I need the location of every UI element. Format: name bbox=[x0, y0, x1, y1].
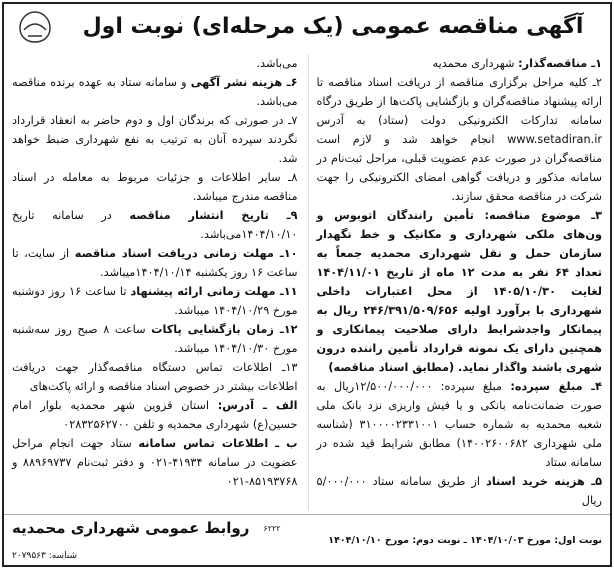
item-1 bbox=[317, 54, 603, 73]
item-text: ۷ـ در صورتی که برندگان اول و دوم حاضر به انعقاد قرارداد نگردند سپرده آنان به ترتیب به نفع شهرداری ضبط خواهد شد. bbox=[12, 114, 298, 165]
item-text: و سامانه ستاد به عهده برنده مناقصه می‌باشد. bbox=[12, 76, 298, 108]
item-lead: ۹ـ تاریخ انتشار مناقصه bbox=[129, 209, 298, 222]
item-lead: ۱۲ـ زمان بازگشایی پاکات bbox=[151, 323, 298, 336]
item-text: در سامانه تاریخ ۱۴۰۴/۱۰/۱۰می‌باشد. bbox=[12, 209, 298, 241]
item-lead: ۵ـ هزینه خرید اسناد bbox=[486, 475, 602, 488]
item-13 bbox=[12, 358, 298, 396]
item-lead: ۴ـ مبلغ سپرده: bbox=[510, 380, 602, 393]
municipality-logo-icon bbox=[14, 8, 56, 46]
item-lead: ۱۱ـ مهلت زمانی ارائه پیشنهاد bbox=[130, 285, 298, 298]
item-text: ستاد جهت انجام مراحل عضویت در سامانه ۴۱۹۳۴-۰۲۱ و دفتر ثبت‌نام ۸۸۹۶۹۷۳۷ و ۸۵۱۹۳۷۶۸-۰۲۱ bbox=[12, 437, 298, 488]
item-lead: ۱۰ـ مهلت زمانی دریافت اسناد مناقصه bbox=[74, 247, 298, 260]
item-text: ساعت ۸ صبح روز سه‌شنبه مورخ ۱۴۰۴/۱۰/۳۰ میباشد. bbox=[12, 323, 298, 355]
item-text: ۲ـ کلیه مراحل برگزاری مناقصه از دریافت اسناد مناقصه تا ارائه پیشنهاد مناقصه‌گران و بازگشایی پاکت‌ها از طریق درگاه سامانه تدارکات الکترونیکی دولت (ستاد) به آدرس www.setadiran.ir انجام خواهد شد و لازم است مناقصه‌گران در صورت عدم عضویت قبلی، مراحل ثبت‌نام در سامانه مذکور و دریافت گواهی امضای الکترونیکی را جهت شرکت در مناقصه محقق سازند. bbox=[316, 76, 602, 203]
item-8 bbox=[12, 168, 298, 206]
footer bbox=[4, 514, 610, 565]
item-9 bbox=[12, 206, 298, 244]
item-text: از سایت، تا ساعت ۱۶ روز یکشنبه ۱۴۰۴/۱۰/۱۴میباشد. bbox=[12, 247, 298, 279]
item-13a bbox=[12, 396, 298, 434]
item-11 bbox=[12, 282, 298, 320]
item-text: شهرداری محمدیه bbox=[432, 57, 519, 70]
publication-dates: نوبت اول: مورخ ۱۴۰۴/۱۰/۰۳ ـ نوبت دوم: مورخ ۱۴۰۴/۱۰/۱۰ bbox=[328, 534, 602, 546]
item-12 bbox=[12, 320, 298, 358]
item-5 bbox=[317, 472, 603, 510]
signature: روابط عمومی شهرداری محمدیه bbox=[12, 519, 250, 537]
item-text: می‌باشد. bbox=[256, 57, 298, 70]
columns bbox=[4, 48, 610, 514]
footer-left bbox=[12, 519, 302, 561]
item-5-cont bbox=[12, 54, 298, 73]
item-lead: ب ـ اطلاعات تماس سامانه bbox=[138, 437, 298, 450]
left-column bbox=[12, 54, 298, 510]
page-title: آگهی مناقصه عمومی (یک مرحله‌ای) نوبت اول bbox=[82, 14, 584, 39]
right-column bbox=[308, 54, 603, 510]
item-7 bbox=[12, 111, 298, 168]
item-text: استان قزوین شهر محمدیه بلوار امام حسین(ع) شهرداری محمدیه و تلفن ۰۲۸۳۲۵۶۲۷۰۰ bbox=[12, 399, 298, 431]
header bbox=[4, 4, 610, 48]
item-text: ۱۳ـ اطلاعات تماس دستگاه مناقصه‌گذار جهت دریافت اطلاعات بیشتر در خصوص اسناد مناقصه و ارائه پاکت‌های bbox=[12, 361, 298, 393]
ad-id: شناسه: ۲۰۷۹۵۶۳ bbox=[12, 551, 78, 561]
item-13b bbox=[12, 434, 298, 491]
item-lead: الف ـ آدرس: bbox=[217, 399, 298, 412]
item-4 bbox=[317, 377, 603, 472]
item-text: ۸ـ سایر اطلاعات و جزئیات مربوط به معامله در اسناد مناقصه مندرج میباشد. bbox=[12, 171, 298, 203]
ad-code: ۶۲۲۲ bbox=[263, 523, 281, 533]
item-3 bbox=[317, 206, 603, 377]
item-text: مبلغ سپرده: ۱۲/۵۰۰/۰۰۰/۰۰۰ریال به صورت ضمانت‌نامه بانکی و یا فیش واریزی نزد بانک ملی شعبه محمدیه به شماره حساب ۳۱۰۰۰۰۲۳۳۱۰۰۱ (شناسه ملی شهرداری ۱۴۰۰۲۶۰۰۶۸۲) مطابق شرایط قید شده در سامانه ستاد bbox=[316, 380, 603, 469]
item-10 bbox=[12, 244, 298, 282]
ad-frame bbox=[2, 2, 612, 567]
item-text: از طریق سامانه ستاد ۵/۰۰۰/۰۰۰ ریال bbox=[316, 475, 602, 507]
item-lead: ۱ـ مناقصه‌گذار: bbox=[518, 57, 602, 70]
item-2 bbox=[317, 73, 603, 206]
item-lead: ۳ـ موضوع مناقصه: تأمین رانندگان اتوبوس و ون‌های ملکی شهرداری و مکانیک و خط نگهدار سازمان حمل و نقل شهرداری محمدیه جمعاً به تعداد ۶۴ نفر به مدت ۱۲ ماه از تاریخ ۱۴۰۴/۱۱/۰۱ لغایت ۱۴۰۵/۱۰/۳۰ از محل اعتبارات داخلی شهرداری با برآورد اولیه ۲۴۶/۳۹۱/۵۰۹/۶۵۶ ریال به پیمانکار واجدشرایط دارای صلاحیت پیمانکاری و همچنین دارای یک نمونه قرارداد تأمین راننده درون شهری باشند واگذار نماید. (مطابق اسناد مناقصه) bbox=[316, 209, 603, 374]
item-lead: ۶ـ هزینه نشر آگهی bbox=[190, 76, 298, 89]
item-6 bbox=[12, 73, 298, 111]
item-text: تا ساعت ۱۶ روز دوشنبه مورخ ۱۴۰۴/۱۰/۲۹ میباشد. bbox=[12, 285, 298, 317]
